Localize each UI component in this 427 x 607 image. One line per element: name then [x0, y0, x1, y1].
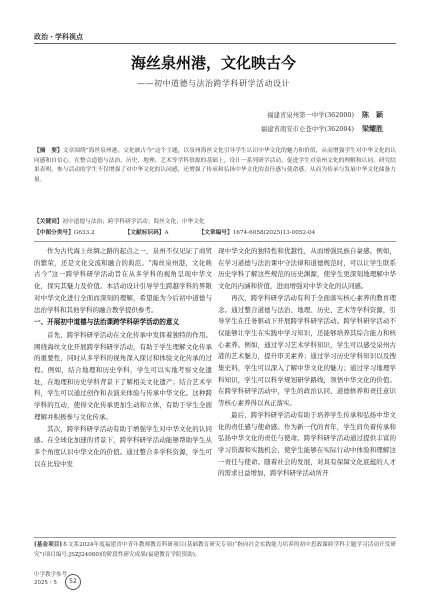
funding-note	[34, 541, 396, 560]
author-affiliation: 福建省泉州第一中学(362000)	[267, 111, 354, 119]
publication-footer	[34, 571, 67, 587]
classification-meta	[34, 227, 396, 236]
doc-label: 【文献标识码】	[124, 230, 165, 236]
article-id	[199, 227, 316, 236]
abstract-text: 文章围绕“海丝泉州港，文化映古今”这个主题，以泉州海丝文化引导学生认识中华文化的魅力和价值，从而增强学生对中华文化的认同感和自信心。在整合道德与法治、历史、地理、艺术等学科资源的基础上，设计一系列研学活动，促进学生对泉州文化的理解和认同。研究结果表明，参与活动的学生不仅增强了对中华文化的认同感，还增强了传承和弘扬中华文化的责任感与使命感，从而为传承与发展中华文化储备力量。	[34, 148, 397, 184]
meta-separator	[34, 241, 396, 242]
author-name: 陈 颖	[362, 110, 383, 119]
doc-code	[125, 227, 169, 236]
keywords-text: 初中道德与法治；跨学科研学活动；海丝文化；中华文化	[62, 219, 205, 225]
body-paragraph: 作为古代海上丝绸之路的起点之一，泉州不仅见证了商贸的繁荣，还是文化交流和融合的典范。“海丝泉州港，文化映古今”这一跨学科研学活动旨在从多学科的视角呈现中华文化，探究其魅力及价值。本活动设计引导学生跨越学科的界限对中华文化进行全面而深刻的理解，希望能为今后初中道德与法治学科和其他学科的融合教学提供参考。	[34, 247, 212, 314]
body-paragraph: 最后，跨学科研学活动有助于培养学生传承和弘扬中华文化的责任感与使命感。作为新一代的青年，学生肩负着传承和弘扬中华文化的责任与使命。跨学科研学活动通过提供丰富的学习资源和实践机会，使学生能够在实际行动中体验和理解这一责任与使命。随着社会的发展，对具有保障文化底蕴的人才的需求日益增加，跨学科研学活动所开	[218, 410, 396, 478]
body-column-left	[34, 246, 212, 470]
keywords-label: 【关键词】	[34, 219, 63, 225]
body-paragraph: 现中华文化的独特性和优越性，从而增强民族自豪感。例如，在学习道德与法治课中守法律和道德规范时，可以让学生联系历史学科了解这些规范的历史渊源，使学生更深刻地理解中华文化的内涵和价值，进而增强对中华文化的认同感。	[218, 247, 396, 291]
clc-label: 【中图分类号】	[34, 230, 74, 236]
author-line-1	[267, 110, 383, 120]
keywords	[34, 216, 396, 225]
article-title: 海丝泉州港，文化映古今	[130, 54, 296, 72]
clc-number	[34, 227, 95, 236]
header-rule	[34, 43, 396, 44]
publication-name: 中学教学参考	[34, 572, 68, 578]
author-name: 梁耀胜	[362, 124, 383, 133]
article-subtitle: ——初中道德与法治跨学科研学活动设计	[137, 79, 290, 88]
id-label: 【文章编号】	[198, 230, 233, 236]
funding-rule	[34, 537, 396, 538]
abstract-label: 【摘 要】	[34, 148, 63, 154]
section-heading: 一、开展初中道德与法治课跨学科研学活动的意义	[34, 318, 180, 327]
page-number: 52	[65, 574, 81, 590]
publication-issue: 2025・5	[34, 580, 57, 586]
author-affiliation: 福建省南安市仑苍中学(362004)	[260, 125, 354, 133]
body-column-right	[218, 246, 396, 480]
abstract	[34, 147, 396, 186]
body-paragraph: 首先，跨学科研学活动在文化传承中发挥着独特的作用。围绕海丝文化开展跨学科研学活动，有助于学生理解文化传承的重要性，同时从多学科的视角深入探讨和体验文化传承的过程。例如，结合地理和历史学科，学生可以实地考察文化遗址，在地理和历史学科背景下了解相关文化遗产；结合艺术学科，学生可以通过创作和表演来体验与传承中华文化。这种跨学科的互动，使得文化传承更加生动和立体，有助于学生全面理解并积极参与文化传承。	[34, 330, 212, 421]
clc-value: G633.2	[73, 230, 95, 236]
id-value: 1674-6058(2025)13-0052-04	[232, 230, 316, 236]
funding-text: 本文系2024年度福建省中青年教师教育科研项目(基础教育研究专项)“指向社会实践能力培养的初中思政课跨学科主题学习活动开发研究”(项目编号:JSZJ24080)的阶段性研究成果(福建教育学院资助)。	[34, 542, 397, 558]
running-header-section: 政治・学科视点	[34, 33, 83, 41]
body-paragraph: 再次，跨学科研学活动有利于全面落实核心素养的教育理念。通过整合道德与法治、地理、历史、艺术等学科资源，引导学生在任务驱动下开展跨学科研学活动。跨学科研学活动不仅能够让学生在实践中学习知识，还能够培养其综合能力和核心素养。例如，通过学习艺术学科知识，学生可以感受泉州古港的艺术魅力，提升审美素养；通过学习历史学科知识以及搜集史料，学生可以深入了解中华文化的魅力；通过学习地理学科知识，学生可以科学规划研学路线，领悟中华文化的价值。在跨学科研学活动中，学生的政治认同、道德修养和责任意识等核心素养得以真正落实。	[218, 293, 396, 408]
doc-value: A	[164, 230, 169, 236]
author-line-2	[261, 124, 383, 134]
funding-label: [基金项目]	[34, 542, 63, 548]
body-paragraph: 其次，跨学科研学活动有助于增强学生对中华文化的认同感。在全球化加速的背景下，跨学科研学活动能够帮助学生从多个角度认识中华文化的价值。通过整合多学科资源，学生可以在比较中发	[34, 424, 212, 468]
